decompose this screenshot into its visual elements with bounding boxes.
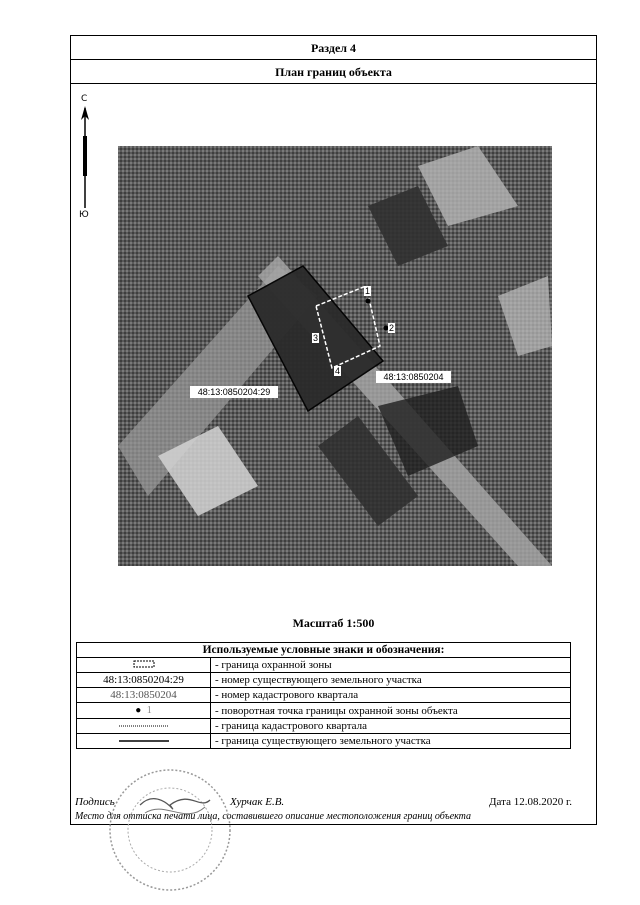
legend-desc: - граница кадастрового квартала [211,719,571,734]
document-date: Дата 12.08.2020 г. [489,796,572,808]
quarter-number-label: 48:13:0850204 [383,372,444,382]
scale-label: Масштаб 1:500 [292,616,375,630]
legend-desc: - граница существующего земельного участка [211,734,571,749]
turning-point-symbol: ● 1 [77,703,211,719]
north-label: С [81,94,88,104]
stamp-place-note: Место для оттиска печати лица, составившего описание местоположения границ объекта [75,811,472,822]
turning-point-1 [366,299,371,304]
legend-title: Используемые условные знаки и обозначения: [77,643,571,658]
north-arrow-icon [77,94,93,220]
legend-table [76,642,571,749]
point-label-2: 2 [388,323,395,333]
legend-desc: - граница охранной зоны [211,658,571,673]
parcel-boundary-symbol [77,734,211,749]
stamp-icon [100,765,240,895]
point-label-4: 4 [334,366,341,376]
quarter-boundary-symbol [77,719,211,734]
signature-label: Подпись [75,796,115,808]
point-label-1: 1 [364,286,371,296]
legend-desc: - номер существующего земельного участка [211,673,571,688]
legend-row [77,658,571,673]
point-label-3: 3 [312,333,319,343]
document-frame [70,35,597,825]
signer-name: Хурчак Е.В. [230,796,285,808]
turning-point-2 [384,326,389,331]
legend-row [77,703,571,719]
zone-boundary-symbol [77,658,211,673]
quarter-number-symbol: 48:13:0850204 [77,688,211,703]
parcel-number-label: 48:13:0850204:29 [197,387,271,397]
legend-row [77,734,571,749]
aerial-photo-map [118,146,552,566]
plan-title: План границ объекта [71,60,596,84]
legend-row [77,719,571,734]
parcel-number-symbol: 48:13:0850204:29 [77,673,211,688]
south-label: Ю [79,210,89,220]
legend-desc: - поворотная точка границы охранной зоны объекта [211,703,571,719]
legend-row [77,688,571,703]
turning-point-symbol-label: 1 [146,705,152,716]
section-title: Раздел 4 [71,36,596,60]
legend-desc: - номер кадастрового квартала [211,688,571,703]
legend-row [77,673,571,688]
